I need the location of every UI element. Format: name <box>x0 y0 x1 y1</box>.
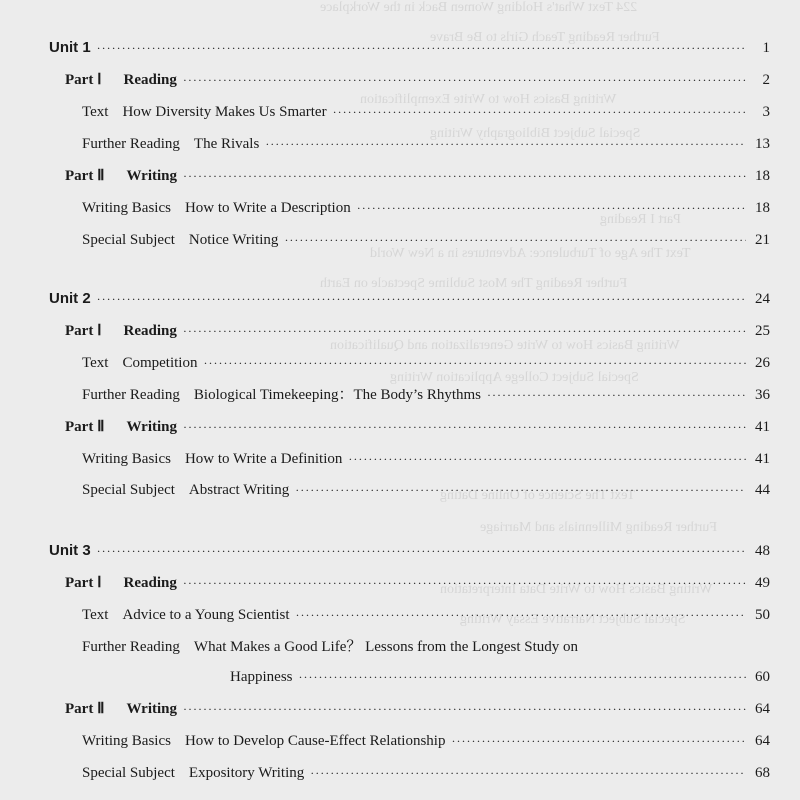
entry-title <box>82 604 290 626</box>
dot-leader <box>183 698 746 720</box>
part-title <box>65 69 177 91</box>
toc-u1-writing-basics[interactable] <box>0 197 800 219</box>
dot-leader <box>203 352 746 374</box>
entry-label: Writing Basics <box>82 451 171 467</box>
toc-u2-part-2[interactable] <box>0 416 800 438</box>
entry-name: Abstract Writing <box>188 482 290 498</box>
entry-name: Expository Writing <box>188 765 305 781</box>
entry-title <box>82 730 445 752</box>
part-label: Part Ⅰ <box>65 72 102 88</box>
page-number: 18 <box>755 168 770 184</box>
entry-title <box>82 636 578 658</box>
part-name: Writing <box>126 701 178 717</box>
page-number: 44 <box>755 482 770 498</box>
page-number: 64 <box>755 701 770 717</box>
page-number: 49 <box>755 575 770 591</box>
toc-u1-text[interactable] <box>0 101 800 123</box>
unit-title: Unit 1 <box>49 39 91 56</box>
toc-u3-part-1[interactable] <box>0 572 800 594</box>
ghost-line: Writing Basics How to Write Generalization and Qualification <box>330 338 680 353</box>
part-title <box>65 165 177 187</box>
page-number: 26 <box>755 355 770 371</box>
dot-leader <box>97 37 746 59</box>
entry-label: Text <box>82 104 109 120</box>
entry-name: What Makes a Good Life？ Lessons from the Longest Study on <box>193 639 579 655</box>
toc-unit-2[interactable] <box>0 288 800 310</box>
entry-label: Further Reading <box>82 639 180 655</box>
toc-unit-1[interactable] <box>0 37 800 59</box>
dot-leader <box>451 730 746 752</box>
page-number: 24 <box>755 291 770 307</box>
entry-label: Special Subject <box>82 765 175 781</box>
unit-title: Unit 2 <box>49 290 91 307</box>
toc-u2-text[interactable] <box>0 352 800 374</box>
entry-label: Further Reading <box>82 387 180 403</box>
ghost-line: Further Reading Millennials and Marriage <box>480 520 718 535</box>
entry-name-continued: Happiness <box>230 669 293 685</box>
dot-leader <box>97 540 746 562</box>
page-number: 25 <box>755 323 770 339</box>
page-number: 48 <box>755 543 770 559</box>
ghost-line: Writing Basics How to Write Data Interpretation <box>440 582 713 597</box>
entry-title <box>82 229 278 251</box>
toc-u1-special-subject[interactable] <box>0 229 800 251</box>
toc-u1-part-1[interactable] <box>0 69 800 91</box>
entry-name: Advice to a Young Scientist <box>122 607 290 623</box>
page-number: 21 <box>755 232 770 248</box>
ghost-line: Part I Reading <box>600 212 681 227</box>
toc-u3-writing-basics[interactable] <box>0 730 800 752</box>
page-number: 41 <box>755 451 770 467</box>
dot-leader <box>295 479 746 501</box>
part-title <box>65 416 177 438</box>
dot-leader <box>296 604 746 626</box>
entry-name: How Diversity Makes Us Smarter <box>122 104 327 120</box>
entry-label: Text <box>82 607 109 623</box>
entry-title <box>82 133 259 155</box>
entry-name: How to Write a Description <box>184 200 351 216</box>
part-label: Part Ⅰ <box>65 323 102 339</box>
toc-u1-part-2[interactable] <box>0 165 800 187</box>
toc-u3-further-reading-continued[interactable] <box>0 666 800 688</box>
entry-name: Notice Writing <box>188 232 279 248</box>
page-number: 36 <box>755 387 770 403</box>
part-title <box>65 698 177 720</box>
entry-label: Writing Basics <box>82 733 171 749</box>
toc-u2-further-reading[interactable] <box>0 384 800 406</box>
page-number: 64 <box>755 733 770 749</box>
ghost-line: Special Subject Narrative Essay Writing <box>460 612 686 627</box>
entry-label: Special Subject <box>82 232 175 248</box>
part-name: Writing <box>126 168 178 184</box>
entry-label: Text <box>82 355 109 371</box>
dot-leader <box>265 133 746 155</box>
dot-leader <box>487 384 746 406</box>
entry-title <box>82 479 289 501</box>
page-number: 68 <box>755 765 770 781</box>
dot-leader <box>284 229 746 251</box>
entry-title <box>82 101 327 123</box>
part-label: Part Ⅰ <box>65 575 102 591</box>
entry-name: The Rivals <box>193 136 260 152</box>
ghost-line: Special Subject College Application Writing <box>390 370 639 385</box>
entry-name: Biological Timekeeping：The Body’s Rhythms <box>193 387 481 403</box>
ghost-line: Further Reading Teach Girls to Be Brave <box>430 30 660 45</box>
ghost-line: Text The Age of Turbulence: Adventures in a New World <box>370 246 691 261</box>
part-title <box>65 320 177 342</box>
entry-label: Further Reading <box>82 136 180 152</box>
page-number: 50 <box>755 607 770 623</box>
ghost-line: Text The Science of Online Dating <box>440 488 636 503</box>
page-number: 2 <box>762 72 770 88</box>
entry-label: Writing Basics <box>82 200 171 216</box>
page-number: 41 <box>755 419 770 435</box>
toc-u2-special-subject[interactable] <box>0 479 800 501</box>
part-name: Reading <box>123 323 177 339</box>
unit-title: Unit 3 <box>49 542 91 559</box>
part-label: Part Ⅱ <box>65 701 105 717</box>
entry-name: How to Develop Cause-Effect Relationship <box>184 733 446 749</box>
entry-title <box>82 762 304 784</box>
dot-leader <box>183 165 746 187</box>
page-number: 13 <box>755 136 770 152</box>
toc-u3-further-reading[interactable] <box>0 636 800 658</box>
page-number: 18 <box>755 200 770 216</box>
toc-u3-text[interactable] <box>0 604 800 626</box>
toc-u1-further-reading[interactable] <box>0 133 800 155</box>
dot-leader <box>333 101 746 123</box>
part-name: Writing <box>126 419 178 435</box>
toc-u3-special-subject[interactable] <box>0 762 800 784</box>
ghost-line: Further Reading The Most Sublime Spectacle on Earth <box>320 276 628 291</box>
dot-leader <box>97 288 746 310</box>
dot-leader <box>310 762 746 784</box>
part-name: Reading <box>123 72 177 88</box>
entry-title <box>82 384 481 406</box>
dot-leader <box>299 666 747 688</box>
dot-leader <box>348 448 746 470</box>
ghost-line: Writing Basics How to Write Exemplification <box>360 92 617 107</box>
page-number: 3 <box>762 104 770 120</box>
toc-u2-part-1[interactable] <box>0 320 800 342</box>
entry-title <box>82 352 197 374</box>
part-label: Part Ⅱ <box>65 168 105 184</box>
toc-u2-writing-basics[interactable] <box>0 448 800 470</box>
dot-leader <box>183 69 746 91</box>
entry-name: Competition <box>122 355 198 371</box>
dot-leader <box>183 416 746 438</box>
ghost-line: 224 Text What's Holding Women Back in the Workplace <box>320 0 638 15</box>
part-label: Part Ⅱ <box>65 419 105 435</box>
toc-unit-3[interactable] <box>0 540 800 562</box>
entry-title <box>82 197 351 219</box>
part-title <box>65 572 177 594</box>
entry-name: How to Write a Definition <box>184 451 343 467</box>
entry-label: Special Subject <box>82 482 175 498</box>
page-number: 60 <box>755 669 770 685</box>
dot-leader <box>183 572 746 594</box>
entry-title <box>82 448 342 470</box>
page-number: 1 <box>762 40 770 56</box>
ghost-line: Special Subject Bibliography Writing <box>430 126 641 141</box>
toc-u3-part-2[interactable] <box>0 698 800 720</box>
dot-leader <box>357 197 746 219</box>
part-name: Reading <box>123 575 177 591</box>
dot-leader <box>183 320 746 342</box>
